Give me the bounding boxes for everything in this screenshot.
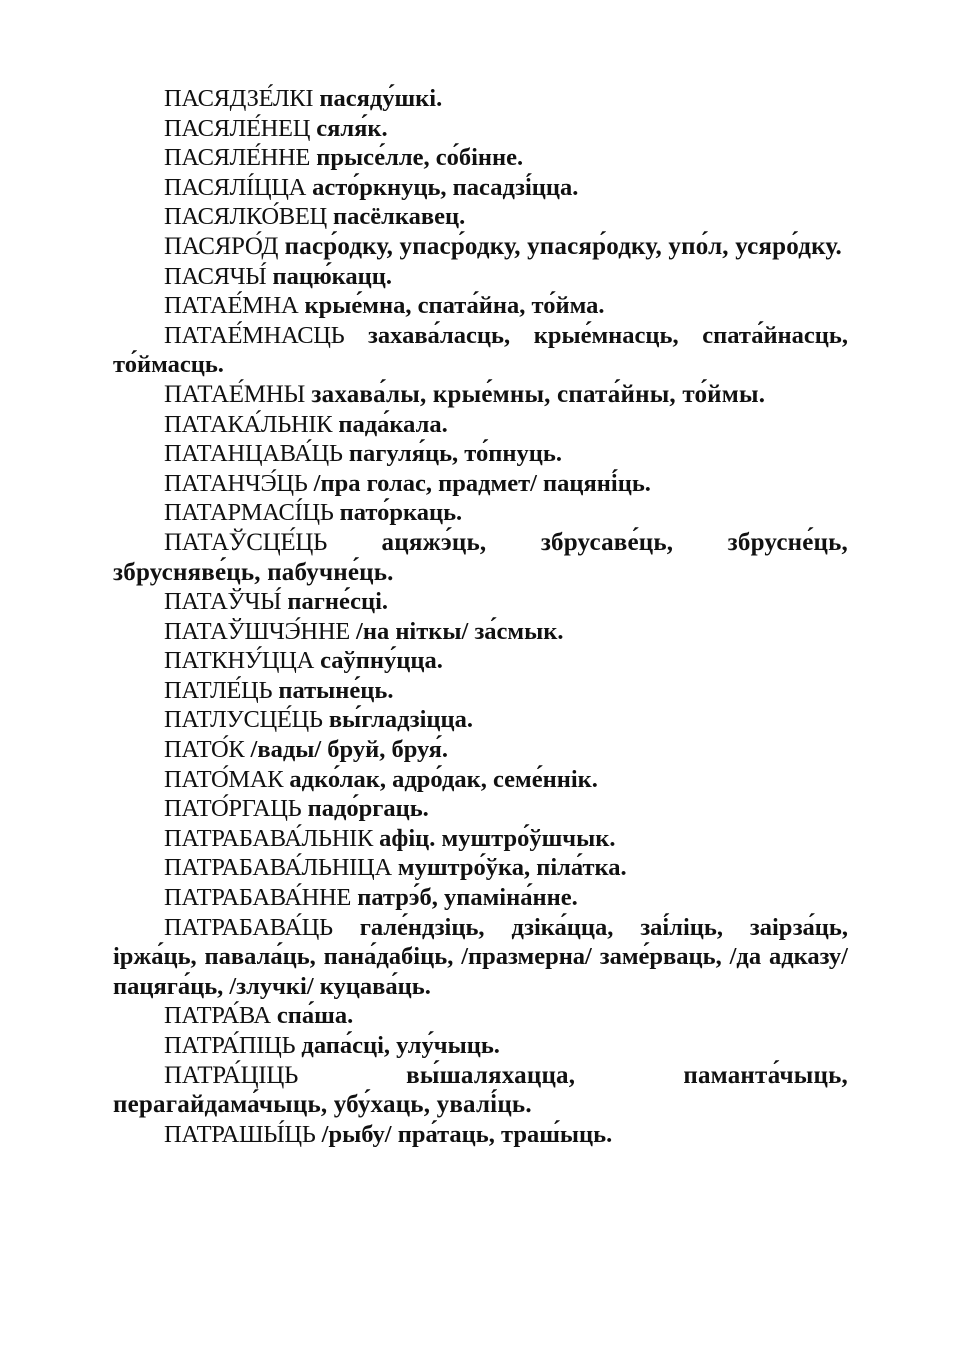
dictionary-entry bbox=[113, 1001, 848, 1031]
dictionary-entry bbox=[113, 84, 848, 114]
entry-definition: афіц. муштро́ўшчык. bbox=[373, 824, 616, 852]
entry-headword: ПАТАЎШЧЭ́ННЕ bbox=[164, 617, 350, 645]
dictionary-entry bbox=[113, 794, 848, 824]
dictionary-entry bbox=[113, 173, 848, 203]
entry-headword: ПАТАЕ́МНА bbox=[164, 292, 299, 320]
entry-headword: ПАТАЎЧЫ́ bbox=[164, 588, 282, 616]
dictionary-entry bbox=[113, 498, 848, 528]
dictionary-entry bbox=[113, 913, 848, 1002]
dictionary-entry bbox=[113, 1061, 848, 1120]
entry-headword: ПАТЛЕ́ЦЬ bbox=[164, 676, 273, 704]
entry-definition: ацяжэ́ць, збрусаве́ць, збрусне́ць, збрусняве́ць, пабучне́ць. bbox=[113, 528, 848, 586]
entry-headword: ПАТАКА́ЛЬНІК bbox=[164, 410, 333, 438]
entry-headword: ПАТРАБАВА́ЛЬНІЦА bbox=[164, 854, 392, 882]
entry-headword: ПАСЯРО́Д bbox=[164, 232, 279, 260]
dictionary-entry bbox=[113, 883, 848, 913]
dictionary-entry bbox=[113, 321, 848, 380]
entry-definition: пато́ркаць. bbox=[333, 499, 463, 527]
entry-headword: ПАТРА́ПІЦЬ bbox=[164, 1032, 296, 1059]
dictionary-entry bbox=[113, 824, 848, 854]
entry-definition: /пра голас, прадмет/ пацяні́ць. bbox=[307, 469, 651, 497]
entry-definition: саўпну́цца. bbox=[313, 647, 443, 675]
entry-headword: ПАСЯДЗЕ́ЛКІ bbox=[164, 85, 314, 112]
dictionary-entry bbox=[113, 143, 848, 173]
entry-headword: ПАТРА́ВА bbox=[164, 1002, 271, 1030]
dictionary-entry bbox=[113, 262, 848, 292]
entry-headword: ПАТАЕ́МНАСЦЬ bbox=[164, 321, 345, 349]
dictionary-entry bbox=[113, 439, 848, 469]
dictionary-entry bbox=[113, 617, 848, 647]
entry-definition: крые́мна, спата́йна, то́йма. bbox=[298, 292, 605, 320]
entry-headword: ПАТРАШЫ́ЦЬ bbox=[164, 1120, 316, 1148]
dictionary-entry bbox=[113, 587, 848, 617]
entry-headword: ПАСЯЛЕ́НЕЦ bbox=[164, 114, 311, 142]
entry-definition: вы́шаляхацца, паманта́чыць, перагайдама́чыць, убу́хаць, увалі́ць. bbox=[113, 1061, 848, 1119]
dictionary-column bbox=[113, 84, 848, 1149]
entry-definition: /вады/ бруй, бруя́. bbox=[244, 736, 449, 764]
entry-definition: сяля́к. bbox=[310, 114, 388, 142]
entry-definition: /рыбу/ пра́таць, траш́ыць. bbox=[315, 1120, 613, 1148]
entry-definition: пасяду́шкі. bbox=[313, 85, 443, 112]
entry-definition: захава́ласць, крые́мнасць, спата́йнасць, то́ймасць. bbox=[113, 321, 848, 379]
entry-definition: пада́кала. bbox=[332, 410, 448, 438]
dictionary-entry bbox=[113, 705, 848, 735]
entry-headword: ПАТАЎСЦЕ́ЦЬ bbox=[164, 528, 328, 556]
dictionary-entry bbox=[113, 114, 848, 144]
entry-definition: асто́ркнуць, пасадзі́цца. bbox=[306, 173, 579, 201]
entry-headword: ПАТРАБАВА́ННЕ bbox=[164, 884, 352, 912]
entry-headword: ПАТАЕ́МНЫ bbox=[164, 380, 305, 408]
dictionary-entry bbox=[113, 646, 848, 676]
dictionary-entry bbox=[113, 202, 848, 232]
entry-headword: ПАТАНЦАВА́ЦЬ bbox=[164, 440, 343, 468]
dictionary-entry bbox=[113, 735, 848, 765]
entry-definition: патрэ́б, упаміна́нне. bbox=[351, 884, 578, 912]
entry-definition: спа́ша. bbox=[270, 1002, 354, 1030]
dictionary-entry bbox=[113, 410, 848, 440]
entry-headword: ПАТРАБАВА́ЦЬ bbox=[164, 913, 333, 941]
entry-headword: ПАСЯЛЕ́ННЕ bbox=[164, 144, 311, 172]
entry-definition: пагуля́ць, то́пнуць. bbox=[342, 440, 562, 468]
dictionary-entry bbox=[113, 528, 848, 587]
entry-headword: ПАСЯЛІ́ЦЦА bbox=[164, 173, 307, 201]
entry-headword: ПАТО́РГАЦЬ bbox=[164, 795, 302, 823]
entry-definition: муштро́ўка, піла́тка. bbox=[391, 854, 627, 882]
entry-definition: пацю́кацц. bbox=[266, 262, 393, 290]
entry-definition: гале́ндзіць, дзіка́цца, заі́ліць, заірза́ць, іржа́ць, павала́ць, пана́дабіць, /празмерна/ заме́рваць, /да адказу/ пацяга́ць, /злучкі/ куцава́ць. bbox=[113, 913, 848, 1000]
entry-definition: вы́гладзіцца. bbox=[322, 706, 474, 734]
entry-headword: ПАТРА́ЦІЦЬ bbox=[164, 1061, 299, 1089]
dictionary-entry bbox=[113, 1031, 848, 1061]
entry-headword: ПАТКНУ́ЦЦА bbox=[164, 647, 314, 675]
entry-definition: адко́лак, адро́дак, семе́ннік. bbox=[283, 765, 598, 793]
entry-definition: прысе́лле, со́бінне. bbox=[310, 144, 524, 172]
dictionary-entry bbox=[113, 232, 848, 262]
dictionary-entry bbox=[113, 853, 848, 883]
entry-headword: ПАТАНЧЭ́ЦЬ bbox=[164, 469, 308, 497]
dictionary-entry bbox=[113, 291, 848, 321]
entry-definition: паср́одку, упаср́одку, упасяр́одку, упо́л, усяро́дку. bbox=[278, 232, 842, 260]
entry-definition: захава́лы, крые́мны, спата́йны, то́ймы. bbox=[304, 380, 766, 408]
entry-headword: ПАТЛУСЦЕ́ЦЬ bbox=[164, 706, 323, 734]
dictionary-entry bbox=[113, 469, 848, 499]
entry-headword: ПАТО́К bbox=[164, 736, 245, 764]
entry-definition: патыне́ць. bbox=[272, 676, 394, 704]
entry-headword: ПАТРАБАВА́ЛЬНІК bbox=[164, 824, 373, 852]
entry-definition: дапа́сці, улу́чыць. bbox=[295, 1032, 500, 1059]
entry-definition: падо́ргаць. bbox=[301, 795, 429, 823]
dictionary-entry bbox=[113, 676, 848, 706]
entry-headword: ПАСЯЧЫ́ bbox=[164, 262, 267, 290]
entry-headword: ПАТО́МАК bbox=[164, 765, 284, 793]
dictionary-entry bbox=[113, 380, 848, 410]
entry-definition: /на ніткы/ за́смык. bbox=[349, 617, 564, 645]
entry-definition: пагне́сці. bbox=[281, 588, 389, 616]
entry-headword: ПАТАРМАСІ́ЦЬ bbox=[164, 499, 334, 527]
dictionary-entry bbox=[113, 1120, 848, 1150]
entry-headword: ПАСЯЛКО́ВЕЦ bbox=[164, 203, 327, 231]
entry-definition: пасёлкавец. bbox=[326, 203, 466, 231]
dictionary-entry bbox=[113, 765, 848, 795]
